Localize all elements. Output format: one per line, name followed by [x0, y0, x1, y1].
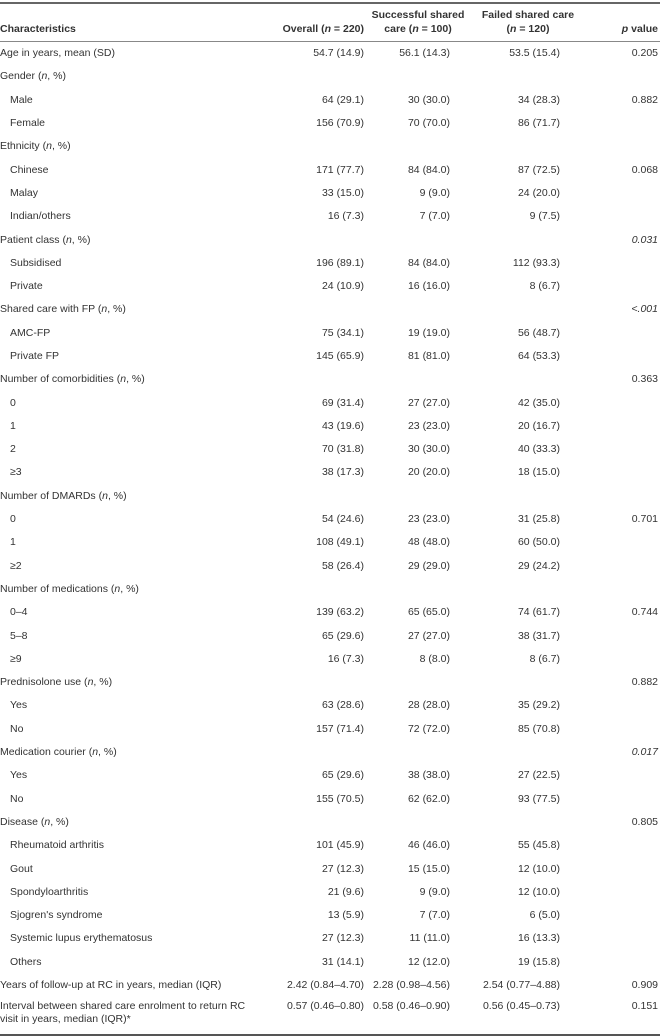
row-label: Sjogren's syndrome — [10, 909, 103, 922]
overall-value — [270, 811, 370, 834]
p-value — [590, 648, 660, 671]
table-row — [0, 391, 660, 414]
failed-value: 55 (45.8) — [517, 839, 560, 852]
table-row — [0, 508, 660, 531]
failed-value: 35 (29.2) — [517, 699, 560, 712]
overall-value: 64 (29.1) — [321, 93, 364, 106]
failed-value: 42 (35.0) — [517, 396, 560, 409]
successful-value: 15 (15.0) — [407, 862, 450, 875]
failed-value: 2.54 (0.77–4.88) — [482, 979, 560, 992]
table-row — [0, 927, 660, 950]
p-value — [590, 275, 660, 298]
successful-value: 11 (11.0) — [409, 932, 450, 945]
row-label: No — [10, 722, 24, 735]
overall-value — [270, 298, 370, 321]
row-label: Spondyloarthritis — [10, 885, 89, 898]
failed-value: 8 (6.7) — [529, 280, 560, 293]
characteristics-table — [0, 2, 660, 1036]
row-label: 0 — [10, 513, 16, 526]
p-value — [590, 252, 660, 275]
row-label: Malay — [10, 186, 39, 199]
row-label: Male — [10, 93, 33, 106]
successful-value: 62 (62.0) — [407, 792, 450, 805]
row-label: Female — [10, 117, 46, 130]
table-row — [0, 904, 660, 927]
failed-value: 53.5 (15.4) — [509, 47, 560, 60]
table-row — [0, 65, 660, 88]
p-value — [590, 461, 660, 484]
table-row — [0, 368, 660, 391]
overall-value — [270, 741, 370, 764]
failed-value — [470, 671, 590, 694]
row-label: ≥2 — [10, 559, 22, 572]
overall-value: 33 (15.0) — [321, 186, 364, 199]
row-label: Disease (n, %) — [0, 815, 69, 828]
overall-value: 65 (29.6) — [321, 769, 364, 782]
overall-value: 171 (77.7) — [316, 163, 364, 176]
overall-value: 157 (71.4) — [316, 722, 364, 735]
successful-value — [370, 135, 470, 158]
overall-value: 69 (31.4) — [321, 396, 364, 409]
table-row — [0, 741, 660, 764]
table-row — [0, 205, 660, 228]
table-row — [0, 997, 660, 1034]
row-label: Age in years, mean (SD) — [0, 47, 115, 60]
row-label: Private — [10, 280, 43, 293]
header-successful: Successful shared care (n = 100) — [370, 4, 470, 42]
p-value: 0.882 — [631, 676, 658, 689]
p-value: 0.031 — [631, 233, 658, 246]
successful-value: 27 (27.0) — [407, 396, 450, 409]
row-label: 1 — [10, 419, 16, 432]
successful-value — [370, 485, 470, 508]
row-label: Subsidised — [10, 256, 62, 269]
table-row — [0, 228, 660, 251]
p-value — [590, 927, 660, 950]
overall-value: 16 (7.3) — [327, 652, 364, 665]
header-row — [0, 4, 660, 42]
successful-value: 28 (28.0) — [407, 699, 450, 712]
row-label: Number of medications (n, %) — [0, 582, 139, 595]
successful-value: 16 (16.0) — [407, 280, 450, 293]
overall-value: 101 (45.9) — [316, 839, 364, 852]
overall-value: 2.42 (0.84–4.70) — [286, 979, 364, 992]
failed-value — [470, 368, 590, 391]
successful-value: 9 (9.0) — [419, 885, 450, 898]
failed-value: 8 (6.7) — [529, 652, 560, 665]
overall-value: 75 (34.1) — [321, 326, 364, 339]
p-value: 0.017 — [631, 746, 658, 759]
failed-value: 31 (25.8) — [517, 513, 560, 526]
successful-value — [370, 741, 470, 764]
overall-value: 58 (26.4) — [321, 559, 364, 572]
failed-value: 29 (24.2) — [517, 559, 560, 572]
successful-value: 9 (9.0) — [419, 186, 450, 199]
successful-value: 38 (38.0) — [407, 769, 450, 782]
p-value: 0.068 — [631, 163, 658, 176]
successful-value: 30 (30.0) — [407, 443, 450, 456]
table-row — [0, 461, 660, 484]
table-row — [0, 438, 660, 461]
failed-value — [470, 65, 590, 88]
failed-value: 0.56 (0.45–0.73) — [482, 1000, 560, 1013]
successful-value: 20 (20.0) — [407, 466, 450, 479]
failed-value: 16 (13.3) — [517, 932, 560, 945]
row-label: Number of DMARDs (n, %) — [0, 489, 127, 502]
row-label: Gender (n, %) — [0, 70, 66, 83]
failed-value: 12 (10.0) — [517, 885, 560, 898]
table-row — [0, 601, 660, 624]
row-label: Number of comorbidities (n, %) — [0, 373, 145, 386]
successful-value: 84 (84.0) — [407, 163, 450, 176]
failed-value — [470, 741, 590, 764]
overall-value: 156 (70.9) — [316, 117, 364, 130]
p-value — [590, 555, 660, 578]
successful-value: 46 (46.0) — [407, 839, 450, 852]
p-value — [590, 415, 660, 438]
header-characteristics: Characteristics — [0, 4, 270, 42]
table-row — [0, 182, 660, 205]
overall-value: 38 (17.3) — [321, 466, 364, 479]
successful-value: 27 (27.0) — [407, 629, 450, 642]
table-row — [0, 718, 660, 741]
failed-value — [470, 811, 590, 834]
p-value — [590, 65, 660, 88]
overall-value: 139 (63.2) — [316, 606, 364, 619]
row-label: ≥3 — [10, 466, 22, 479]
overall-value: 54 (24.6) — [321, 513, 364, 526]
p-value — [590, 485, 660, 508]
overall-value — [270, 671, 370, 694]
header-p-value: p value — [590, 4, 660, 42]
overall-value: 63 (28.6) — [321, 699, 364, 712]
failed-value: 87 (72.5) — [517, 163, 560, 176]
overall-value: 65 (29.6) — [321, 629, 364, 642]
overall-value: 24 (10.9) — [321, 280, 364, 293]
overall-value: 31 (14.1) — [321, 955, 364, 968]
failed-value — [470, 298, 590, 321]
table-row — [0, 648, 660, 671]
successful-value: 0.58 (0.46–0.90) — [372, 1000, 450, 1013]
overall-value — [270, 135, 370, 158]
successful-value: 56.1 (14.3) — [399, 47, 450, 60]
overall-value: 108 (49.1) — [316, 536, 364, 549]
data-table — [0, 4, 660, 1034]
successful-value: 23 (23.0) — [407, 513, 450, 526]
table-row — [0, 112, 660, 135]
failed-value: 86 (71.7) — [517, 117, 560, 130]
row-label: Gout — [10, 862, 33, 875]
table-row — [0, 485, 660, 508]
overall-value: 16 (7.3) — [327, 210, 364, 223]
row-label: 2 — [10, 443, 16, 456]
successful-value: 7 (7.0) — [419, 909, 450, 922]
overall-value: 145 (65.9) — [316, 350, 364, 362]
table-row — [0, 252, 660, 275]
table-row — [0, 881, 660, 904]
p-value: <.001 — [631, 303, 658, 316]
successful-value: 84 (84.0) — [407, 256, 450, 269]
failed-value: 64 (53.3) — [517, 350, 560, 362]
successful-value — [370, 228, 470, 251]
p-value — [590, 857, 660, 880]
failed-value: 24 (20.0) — [517, 186, 560, 199]
failed-value: 56 (48.7) — [517, 326, 560, 339]
overall-value: 0.57 (0.46–0.80) — [286, 1000, 364, 1013]
overall-value — [270, 368, 370, 391]
successful-value — [370, 298, 470, 321]
p-value — [590, 904, 660, 927]
p-value — [590, 578, 660, 601]
overall-value: 43 (19.6) — [321, 419, 364, 432]
table-row — [0, 811, 660, 834]
p-value — [590, 182, 660, 205]
failed-value: 34 (28.3) — [517, 93, 560, 106]
table-row — [0, 694, 660, 717]
overall-value: 27 (12.3) — [321, 932, 364, 945]
row-label: Yes — [10, 769, 28, 782]
successful-value — [370, 368, 470, 391]
table-row — [0, 555, 660, 578]
p-value — [590, 112, 660, 135]
successful-value: 30 (30.0) — [407, 93, 450, 106]
p-value — [590, 951, 660, 974]
overall-value: 27 (12.3) — [321, 862, 364, 875]
p-value — [590, 531, 660, 554]
failed-value: 93 (77.5) — [517, 792, 560, 805]
row-label: Ethnicity (n, %) — [0, 140, 71, 153]
p-value — [590, 322, 660, 345]
successful-value: 70 (70.0) — [407, 117, 450, 130]
table-row — [0, 322, 660, 345]
failed-value — [470, 228, 590, 251]
failed-value: 6 (5.0) — [529, 909, 560, 922]
failed-value — [470, 578, 590, 601]
table-row — [0, 42, 660, 66]
successful-value: 2.28 (0.98–4.56) — [372, 979, 450, 992]
row-label: Years of follow-up at RC in years, median (IQR) — [0, 979, 222, 992]
failed-value: 38 (31.7) — [517, 629, 560, 642]
header-failed: Failed shared care (n = 120) — [470, 4, 590, 42]
p-value — [590, 718, 660, 741]
table-row — [0, 531, 660, 554]
successful-value: 23 (23.0) — [407, 419, 450, 432]
row-label: Prednisolone use (n, %) — [0, 676, 113, 689]
failed-value: 40 (33.3) — [517, 443, 560, 456]
overall-value: 21 (9.6) — [327, 885, 364, 898]
failed-value: 27 (22.5) — [517, 769, 560, 782]
table-row — [0, 974, 660, 997]
failed-value: 18 (15.0) — [517, 466, 560, 479]
row-label: Shared care with FP (n, %) — [0, 303, 126, 316]
p-value — [590, 205, 660, 228]
p-value — [590, 881, 660, 904]
successful-value: 8 (8.0) — [419, 652, 450, 665]
failed-value: 85 (70.8) — [517, 722, 560, 735]
p-value: 0.363 — [631, 373, 658, 386]
p-value: 0.882 — [631, 93, 658, 106]
overall-value: 54.7 (14.9) — [313, 47, 364, 60]
p-value — [590, 764, 660, 787]
p-value — [590, 345, 660, 368]
overall-value: 155 (70.5) — [316, 792, 364, 805]
failed-value: 60 (50.0) — [517, 536, 560, 549]
successful-value — [370, 811, 470, 834]
row-label: No — [10, 792, 24, 805]
table-row — [0, 857, 660, 880]
row-label: ≥9 — [10, 652, 22, 665]
overall-value: 13 (5.9) — [327, 909, 364, 922]
table-row — [0, 788, 660, 811]
p-value: 0.744 — [631, 606, 658, 619]
successful-value — [370, 671, 470, 694]
table-row — [0, 298, 660, 321]
row-label: 1 — [10, 536, 16, 549]
failed-value — [470, 135, 590, 158]
successful-value: 29 (29.0) — [407, 559, 450, 572]
row-label: 0 — [10, 396, 16, 409]
p-value — [590, 135, 660, 158]
p-value — [590, 694, 660, 717]
table-row — [0, 671, 660, 694]
row-label: AMC-FP — [10, 326, 51, 339]
row-label: Yes — [10, 699, 28, 712]
overall-value — [270, 228, 370, 251]
p-value — [590, 788, 660, 811]
table-row — [0, 624, 660, 647]
successful-value: 65 (65.0) — [407, 606, 450, 619]
p-value: 0.151 — [631, 1000, 658, 1013]
successful-value: 72 (72.0) — [407, 722, 450, 735]
row-label: Patient class (n, %) — [0, 233, 91, 246]
table-row — [0, 578, 660, 601]
table-row — [0, 764, 660, 787]
failed-value: 9 (7.5) — [529, 210, 560, 223]
row-label: Medication courier (n, %) — [0, 746, 117, 759]
table-row — [0, 275, 660, 298]
p-value — [590, 624, 660, 647]
p-value: 0.701 — [631, 513, 658, 526]
failed-value — [470, 485, 590, 508]
successful-value: 81 (81.0) — [407, 350, 450, 362]
table-row — [0, 415, 660, 438]
failed-value: 12 (10.0) — [517, 862, 560, 875]
table-row — [0, 345, 660, 368]
table-row — [0, 135, 660, 158]
failed-value: 112 (93.3) — [512, 256, 560, 269]
overall-value: 196 (89.1) — [316, 256, 364, 269]
table-body — [0, 42, 660, 1035]
failed-value: 19 (15.8) — [517, 955, 560, 968]
failed-value: 74 (61.7) — [517, 606, 560, 619]
successful-value: 48 (48.0) — [407, 536, 450, 549]
row-label: 0–4 — [10, 606, 28, 619]
overall-value — [270, 65, 370, 88]
row-label: Chinese — [10, 163, 49, 176]
p-value: 0.205 — [631, 47, 658, 60]
successful-value — [370, 578, 470, 601]
p-value — [590, 834, 660, 857]
header-overall: Overall (n = 220) — [270, 4, 370, 42]
table-row — [0, 834, 660, 857]
row-label: Systemic lupus erythematosus — [10, 932, 153, 945]
successful-value: 19 (19.0) — [407, 326, 450, 339]
successful-value: 7 (7.0) — [419, 210, 450, 223]
row-label: 5–8 — [10, 629, 28, 642]
p-value — [590, 438, 660, 461]
p-value — [590, 391, 660, 414]
p-value: 0.805 — [631, 815, 658, 828]
p-value: 0.909 — [631, 979, 658, 992]
successful-value — [370, 65, 470, 88]
table-row — [0, 158, 660, 181]
successful-value: 12 (12.0) — [407, 955, 450, 968]
row-label: Private FP — [10, 350, 60, 362]
overall-value — [270, 578, 370, 601]
overall-value — [270, 485, 370, 508]
failed-value: 20 (16.7) — [517, 419, 560, 432]
table-row — [0, 951, 660, 974]
overall-value: 70 (31.8) — [321, 443, 364, 456]
row-label: Interval between shared care enrolment to return RC visit in years, median (IQR)* — [0, 1000, 246, 1026]
row-label: Rheumatoid arthritis — [10, 839, 104, 852]
row-label: Others — [10, 955, 42, 968]
table-row — [0, 89, 660, 112]
row-label: Indian/others — [10, 210, 71, 223]
